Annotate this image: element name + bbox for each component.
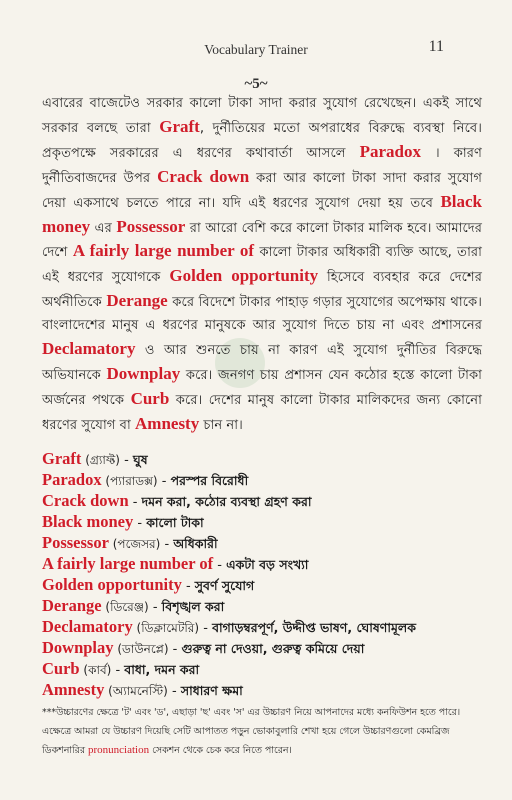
vocab-entry [42,448,492,469]
vocab-entry [42,616,492,637]
vocab-separator: - [128,495,142,510]
passage-text: করে বিদেশে টাকার পাহাড় গড়ার সুযোগের অপেক্ষায় থাকে। বাংলাদেশের মানুষ এ ধরণের মানুষকে আর সুযোগ দিতে চায় না এবং প্রশাসনের [42,295,482,334]
vocab-meaning: ঘুষ [132,452,148,467]
vocab-entry [42,469,492,490]
passage-text: করে। জনগণ চায় প্রশাসন যেন কঠোর হস্তে কালো টাকা অর্জনের পথকে [42,367,483,408]
vocab-entry [42,511,492,532]
vocab-meaning: অধিকারী [173,536,218,551]
vocab-pronunciation: (প্যারাডক্স) [101,474,158,488]
highlight-word: Golden opportunity [169,266,319,286]
vocab-word: Golden opportunity [42,575,182,594]
vocab-separator: - [157,474,171,489]
highlight-word: Derange [106,291,168,311]
vocab-word: Paradox [42,470,102,489]
vocab-pronunciation: (কার্ব) [79,663,112,677]
vocab-word: Downplay [42,638,114,657]
vocab-meaning: বিশৃঙ্খল করা [161,599,225,614]
vocab-word: Black money [42,512,134,531]
passage-text: এর [90,220,117,236]
passage-text: কালো টাকার অধিকারী ব্যক্তি আছে, তারা এই ধরণের সুযোগকে [42,245,482,286]
vocab-pronunciation: (ডাউনপ্লে) [113,642,169,656]
vocab-separator: - [199,621,213,636]
passage-text: । কারণ দুর্নীতিবাজদের উপর [42,145,482,186]
vocab-meaning: গুরুত্ব না দেওয়া, গুরুত্ব কমিয়ে দেয়া [181,641,365,656]
highlight-word: A fairly large number of [72,241,255,261]
pronunciation-footnote [42,703,482,760]
page-number: 11 [428,38,444,55]
passage-text: করা আর কালো টাকা সাদা করার সুযোগ দেয়া একসাথে চলতে পারে না। যদি এই ধরণের সুযোগ দেয়া হয় তবে [42,170,483,211]
vocab-separator: - [167,684,181,699]
vocab-meaning: সাধারণ ক্ষমা [180,683,243,698]
section-number: ~5~ [244,76,268,92]
footnote-text: সেকশন থেকে চেক করে নিতে পারেন। [149,745,292,756]
vocab-entry [42,574,492,595]
vocab-separator: - [168,642,182,657]
vocab-word: Possessor [42,533,109,552]
vocab-pronunciation: (পজেসর) [108,537,161,551]
vocab-word: Curb [42,659,80,678]
vocab-separator: - [148,600,162,615]
vocab-separator: - [160,537,174,552]
vocab-word: Derange [42,596,102,615]
vocab-separator: - [120,453,133,468]
vocab-word: Amnesty [42,680,105,699]
vocabulary-list [42,448,492,700]
passage-text: এবারের বাজেটেও সরকার কালো টাকা সাদা করার সুযোগ রেখেছেন। একই সাথে সরকার বলছে তারা [42,96,482,136]
vocab-entry [42,595,492,616]
highlight-word: Amnesty [135,413,200,433]
highlight-word: Paradox [359,141,421,161]
vocab-separator: - [181,579,195,594]
passage-text: চান না। [199,417,243,433]
passage-text: করে। দেশের মানুষ কালো টাকার মালিকদের জন্য কোনো ধরণের সুযোগ বা [42,392,482,433]
vocab-pronunciation: (ডিক্লামেটরি) [132,621,200,635]
vocab-meaning: বাগাড়ম্বরপূর্ণ, উদ্দীপ্ত ভাষণ, ঘোষণামূলক [212,620,416,635]
story-passage [42,93,482,438]
passage-text: হিসেবে ব্যবহার করে দেশের অর্থনীতিকে [42,270,482,311]
footnote-text: ***উচ্চারণের ক্ষেত্রে 'ট' এবং 'ড', এছাড়া 'ছ' এবং 'স' এর উচ্চারণ নিয়ে আপনাদের মধ্যে কনফিউশন হতে পারে। এক্ষেত্রে আমরা যে উচ্চারণ দিয়েছি সেটি আপাতত পড়ুন ভোকাবুলারি শেখা হয়ে গেলে উচ্চারণগুলো কেমব্রিজ ডিকশনারির [42,707,461,756]
vocab-word: Declamatory [42,617,133,636]
vocab-pronunciation: (গ্র্যাফ্ট) [81,453,120,467]
vocab-separator: - [111,663,125,678]
vocab-meaning: কালো টাকা [146,515,204,530]
vocab-separator: - [133,516,147,531]
vocab-word: Graft [42,449,82,468]
highlight-word: Downplay [106,363,181,383]
vocab-meaning: একটা বড় সংখ্যা [226,557,309,572]
highlight-word: Crack down [157,166,250,186]
highlight-word: Declamatory [42,339,136,359]
vocab-meaning: বাধা, দমন করা [124,662,200,677]
vocab-entry [42,658,492,679]
passage-text: , দুর্নীতিয়ের মতো অপরাধের বিরুদ্ধে ব্যবস্থা নিবে। প্রকৃতপক্ষে সরকারের এ ধরণের কথাবার্তা আসলে [42,120,482,161]
highlight-word: Graft [159,116,200,136]
vocab-pronunciation: (অ্যামনেস্টি) [104,684,168,698]
vocab-entry [42,490,492,511]
passage-text: রা আরো বেশি করে কালো টাকার মালিক হবে। আমাদের দেশে [42,220,482,261]
highlight-word: Curb [130,388,170,408]
highlight-word: Possessor [116,216,186,236]
passage-text: ও আর শুনতে চায় না কারণ এই সুযোগ দুর্নীতির বিরুদ্ধে অভিযানকে [42,343,482,383]
vocab-separator: - [213,558,227,573]
vocab-entry [42,532,492,553]
vocab-meaning: সুবর্ণ সুযোগ [194,578,255,593]
highlight-word: Black money [42,191,482,236]
vocab-meaning: পরস্পর বিরোধী [170,473,249,488]
vocab-pronunciation: (ডিরেঞ্জ) [101,600,149,614]
vocab-word: Crack down [42,491,129,510]
footnote-keyword: pronunciation [87,744,150,756]
vocab-word: A fairly large number of [42,554,214,573]
vocab-entry [42,679,492,700]
vocab-meaning: দমন করা, কঠোর ব্যবস্থা গ্রহণ করা [141,494,312,509]
vocab-entry [42,553,492,574]
running-header: Vocabulary Trainer [204,42,308,57]
vocab-entry [42,637,492,658]
